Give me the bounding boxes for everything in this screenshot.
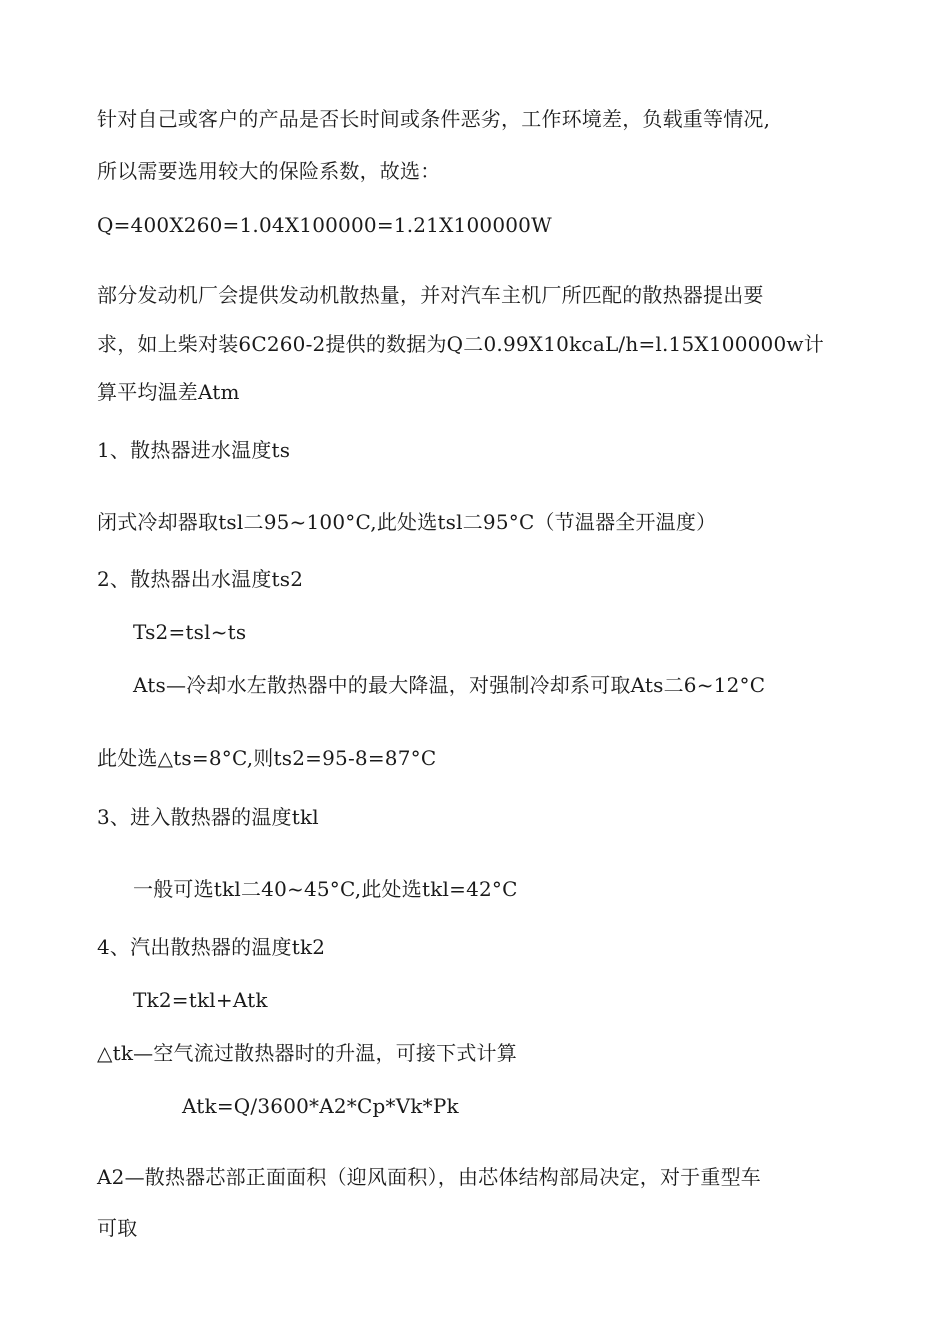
paragraph-line: 闭式冷却器取tsl二95~100°C,此处选tsl二95°C（节温器全开温度）	[97, 510, 717, 534]
formula-line: Tk2=tkl+Atk	[133, 988, 268, 1012]
paragraph-line: Ats—冷却水左散热器中的最大降温，对强制冷却系可取Ats二6~12°C	[133, 673, 766, 697]
paragraph-line: △tk—空气流过散热器时的升温，可接下式计算	[97, 1041, 517, 1065]
paragraph-line: 求，如上柴对装6C260-2提供的数据为Q二0.99X10kcaL/h=l.15X100000w计	[97, 332, 824, 356]
formula-line: Ts2=tsl~ts	[133, 620, 247, 644]
paragraph-line: 针对自己或客户的产品是否长时间或条件恶劣，工作环境差，负载重等情况,	[97, 107, 771, 131]
formula-line: Atk=Q/3600*A2*Cp*Vk*Pk	[182, 1094, 459, 1118]
section-heading: 2、散热器出水温度ts2	[97, 567, 304, 591]
paragraph-line: 可取	[97, 1216, 138, 1240]
section-heading: 1、散热器进水温度ts	[97, 438, 291, 462]
paragraph-line: 所以需要选用较大的保险系数，故选：	[97, 159, 441, 183]
paragraph-line: 一般可选tkl二40~45°C,此处选tkl=42°C	[133, 877, 518, 901]
paragraph-line: A2—散热器芯部正面面积（迎风面积），由芯体结构部局决定，对于重型车	[97, 1165, 761, 1189]
section-heading: 4、汽出散热器的温度tk2	[97, 935, 326, 959]
paragraph-line: 部分发动机厂会提供发动机散热量，并对汽车主机厂所匹配的散热器提出要	[97, 283, 764, 307]
paragraph-line: 此处选△ts=8°C,则ts2=95-8=87°C	[97, 746, 437, 770]
section-heading: 3、进入散热器的温度tkl	[97, 805, 319, 829]
paragraph-line: 算平均温差Atm	[97, 380, 240, 404]
formula-line: Q=400X260=1.04X100000=1.21X100000W	[97, 213, 552, 237]
